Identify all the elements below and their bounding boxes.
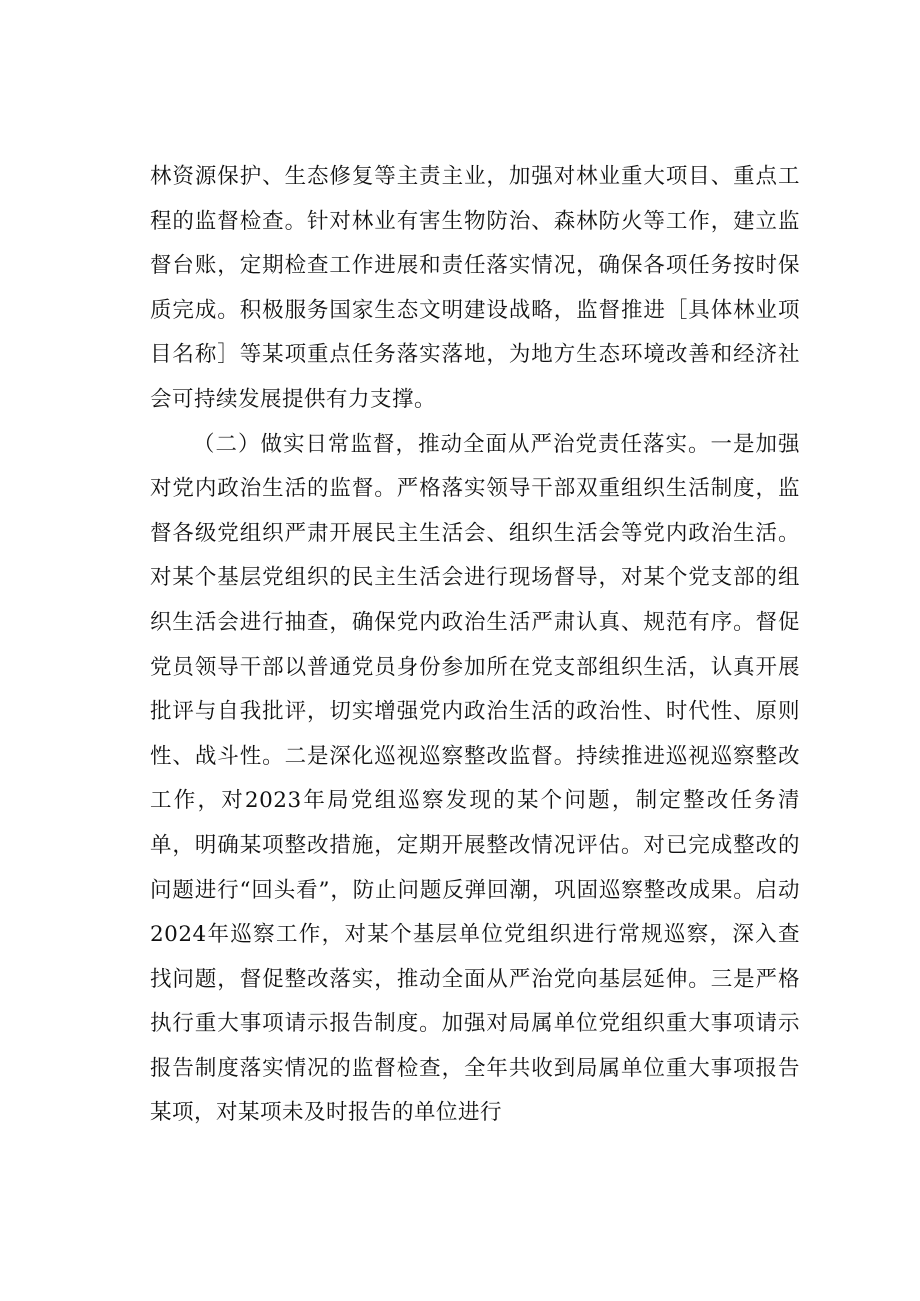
document-body [150, 155, 800, 1136]
paragraph-daily-supervision: （二）做实日常监督，推动全面从严治党责任落实。一是加强对党内政治生活的监督。严格落实领导干部双重组织生活制度，监督各级党组织严肃开展民主生活会、组织生活会等党内政治生活。对某个基层党组织的民主生活会进行现场督导，对某个党支部的组织生活会进行抽查，确保党内政治生活严肃认真、规范有序。督促党员领导干部以普通党员身份参加所在党支部组织生活，认真开展批评与自我批评，切实增强党内政治生活的政治性、时代性、原则性、战斗性。二是深化巡视巡察整改监督。持续推进巡视巡察整改工作，对2023年局党组巡察发现的某个问题，制定整改任务清单，明确某项整改措施，定期开展整改情况评估。对已完成整改的问题进行“回头看”，防止问题反弹回潮，巩固巡察整改成果。启动2024年巡察工作，对某个基层单位党组织进行常规巡察，深入查找问题，督促整改落实，推动全面从严治党向基层延伸。三是严格执行重大事项请示报告制度。加强对局属单位党组织重大事项请示报告制度落实情况的监督检查，全年共收到局属单位重大事项报告某项，对某项未及时报告的单位进行 [150, 431, 800, 1126]
paragraph-forestry-supervision: 林资源保护、生态修复等主责主业，加强对林业重大项目、重点工程的监督检查。针对林业有害生物防治、森林防火等工作，建立监督台账，定期检查工作进展和责任落实情况，确保各项任务按时保质完成。积极服务国家生态文明建设战略，监督推进［具体林业项目名称］等某项重点任务落实落地，为地方生态环境改善和经济社会可持续发展提供有力支撑。 [150, 164, 800, 412]
